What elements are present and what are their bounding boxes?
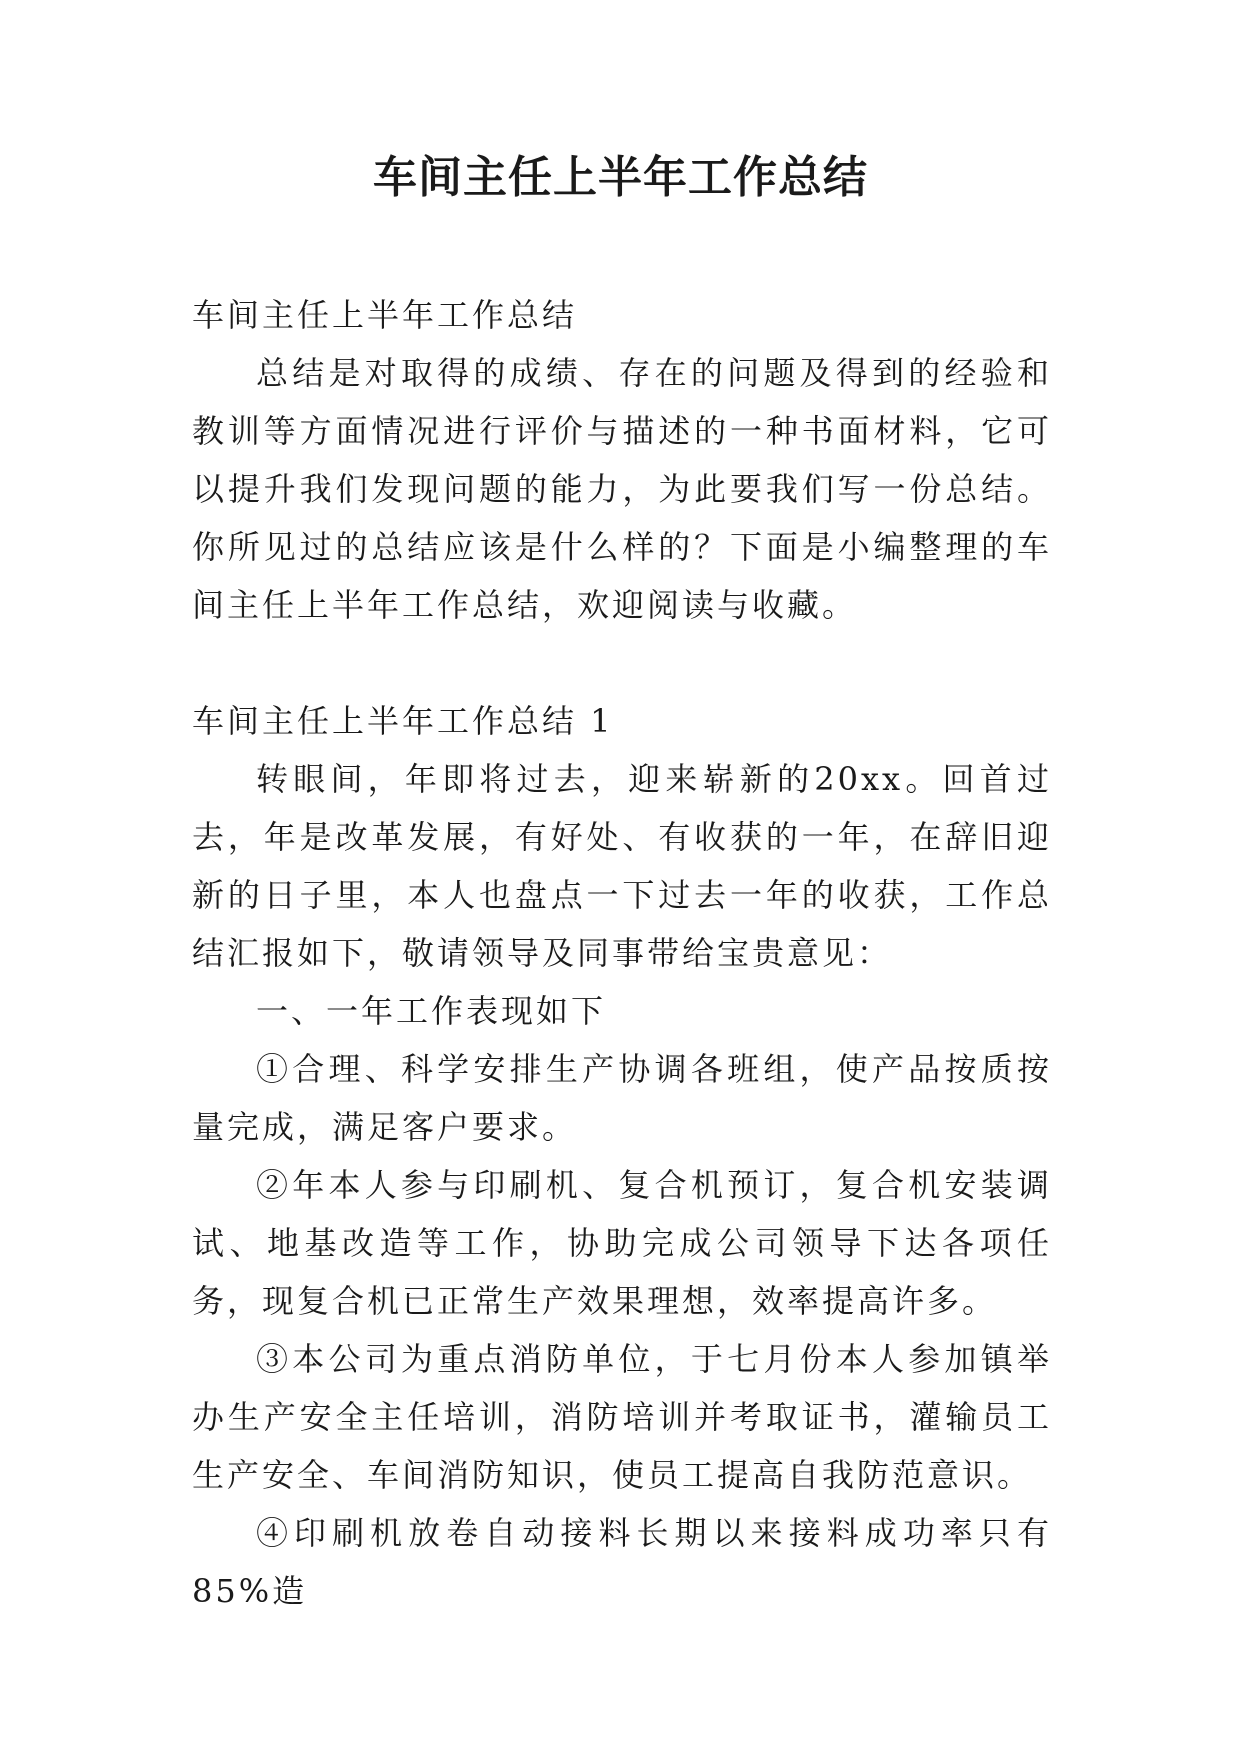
page-title: 车间主任上半年工作总结	[373, 152, 868, 203]
intro-paragraph: 总结是对取得的成绩、存在的问题及得到的经验和教训等方面情况进行评价与描述的一种书面材料，它可以提升我们发现问题的能力，为此要我们写一份总结。你所见过的总结应该是什么样的？下面是小编整理的车间主任上半年工作总结，欢迎阅读与收藏。	[192, 354, 1052, 624]
list-item: ①合理、科学安排生产协调各班组，使产品按质按量完成，满足客户要求。	[192, 1050, 1052, 1146]
section-spacer	[192, 634, 1052, 692]
list-item: ③本公司为重点消防单位，于七月份本人参加镇举办生产安全主任培训，消防培训并考取证书，灌输员工生产安全、车间消防知识，使员工提高自我防范意识。	[192, 1340, 1052, 1494]
intro-heading: 车间主任上半年工作总结	[192, 296, 578, 334]
body-paragraph: 转眼间，年即将过去，迎来崭新的20xx。回首过去，年是改革发展，有好处、有收获的一年，在辞旧迎新的日子里，本人也盘点一下过去一年的收获，工作总结汇报如下，敬请领导及同事带给宝贵意见：	[192, 760, 1052, 972]
section-heading: 车间主任上半年工作总结 1	[192, 702, 614, 740]
subsection-heading: 一、一年工作表现如下	[256, 992, 607, 1030]
list-item: ④印刷机放卷自动接料长期以来接料成功率只有85%造	[192, 1514, 1052, 1610]
document-body	[192, 286, 1052, 1620]
list-item: ②年本人参与印刷机、复合机预订，复合机安装调试、地基改造等工作，协助完成公司领导下达各项任务，现复合机已正常生产效果理想，效率提高许多。	[192, 1166, 1052, 1320]
